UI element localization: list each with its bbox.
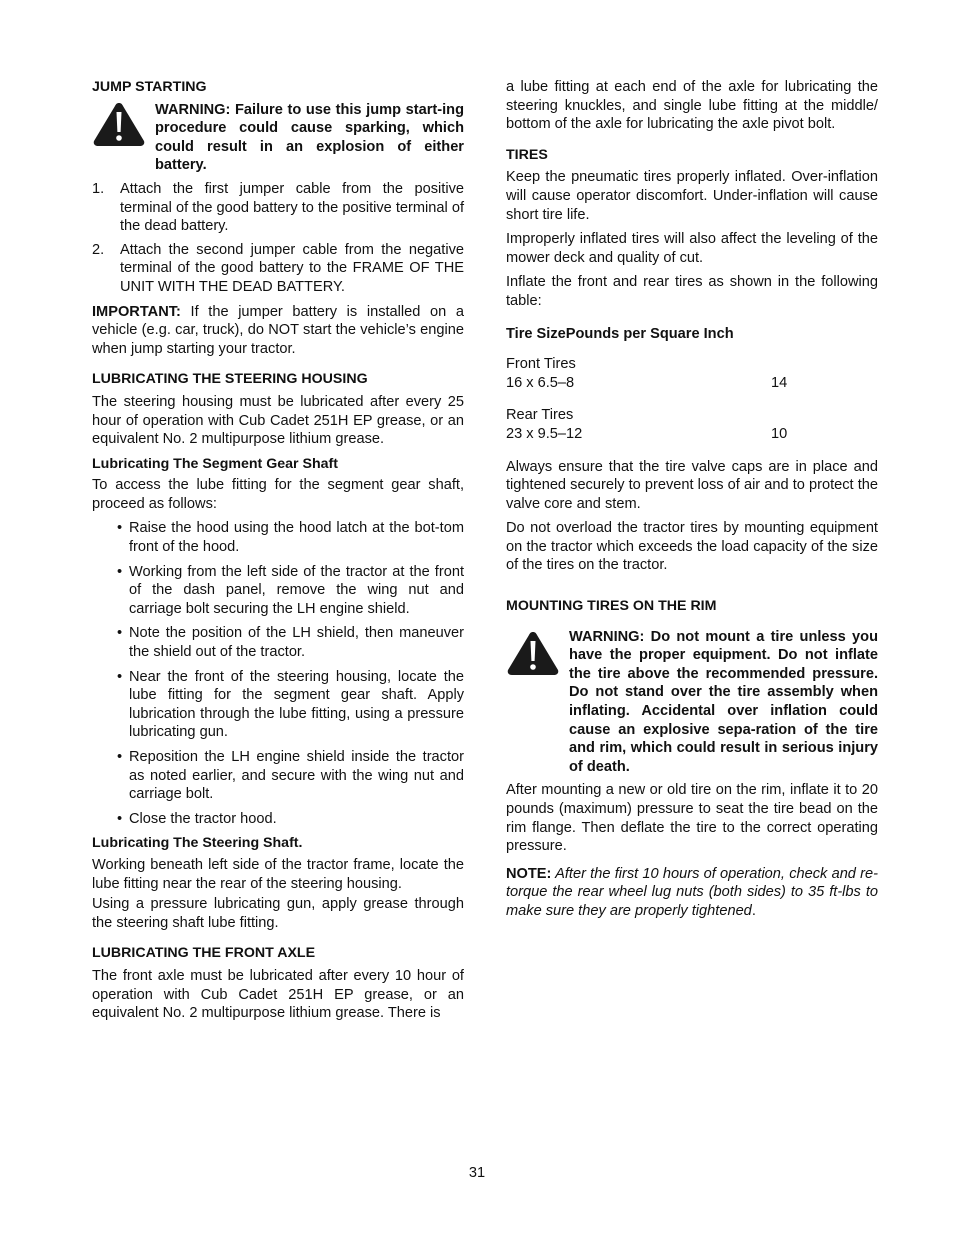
- front-axle-heading: LUBRICATING THE FRONT AXLE: [92, 945, 316, 962]
- bullet: •: [117, 668, 123, 685]
- tires-paragraph-2: Improperly inflated tires will also affect the leveling of the mower deck and quality of cut.: [506, 231, 878, 266]
- note-label: NOTE:: [506, 865, 552, 882]
- mounting-paragraph: After mounting a new or old tire on the rim, inflate it to 20 pounds (maximum) pressure to seat the tire bead on the rim flange. Then deflate the tire to the correct operating pressure.: [506, 782, 878, 855]
- note-paragraph: [506, 865, 878, 921]
- list-item: [92, 519, 464, 556]
- bullet: •: [117, 520, 123, 537]
- step-number: 2.: [92, 241, 105, 258]
- list-item: [92, 180, 464, 236]
- tire-size: 23 x 9.5–12: [506, 425, 583, 442]
- important-text: If the jumper battery is installed on a vehicle (e.g. car, truck), do NOT start the vehicle’s engine when jump starting your tractor.: [92, 303, 464, 357]
- jump-starting-heading: JUMP STARTING: [92, 79, 207, 95]
- list-item: [92, 668, 464, 742]
- segment-gear-heading: Lubricating The Segment Gear Shaft: [92, 455, 338, 472]
- bullet: •: [117, 563, 123, 580]
- list-item: [92, 563, 464, 619]
- jump-warning: [92, 101, 464, 175]
- step-text: Attach the second jumper cable from the negative terminal of the good battery to the FRAME OF THE UNIT WITH THE DEAD BATTERY.: [120, 241, 464, 295]
- segment-gear-steps: [92, 519, 464, 828]
- front-axle-text: The front axle must be lubricated after every 10 hour of operation with Cub Cadet 251H EP grease, or an equivalent No. 2 multipurpose lithium grease. There is: [92, 967, 464, 1022]
- tires-paragraph-3: Inflate the front and rear tires as shown in the following table:: [506, 274, 878, 309]
- bullet-text: Raise the hood using the hood latch at the bot-tom front of the hood.: [129, 520, 464, 556]
- bullet: •: [117, 625, 123, 642]
- bullet-text: Reposition the LH engine shield inside the tractor as noted earlier, and secure with the wing nut and carriage bolt.: [129, 749, 464, 803]
- bullet-text: Note the position of the LH shield, then maneuver the shield out of the tractor.: [129, 625, 464, 661]
- step-number: 1.: [92, 180, 105, 197]
- jump-steps: [92, 180, 464, 297]
- segment-gear-intro: To access the lube fitting for the segment gear shaft, proceed as follows:: [92, 477, 464, 512]
- mounting-tires-heading: MOUNTING TIRES ON THE RIM: [506, 598, 717, 615]
- tire-group-label: Front Tires: [506, 356, 576, 373]
- steering-housing-text: The steering housing must be lubricated after every 25 hour of operation with Cub Cadet 251H EP grease, or an equivalent No. 2 multipurpose lithium grease.: [92, 393, 464, 448]
- note-text: After the first 10 hours of operation, check and re-torque the rear wheel lug nuts (both sides) to 35 ft-lbs to make sure they are properly tightened: [506, 865, 878, 919]
- warning-triangle-icon: [92, 101, 146, 147]
- bullet-text: Working from the left side of the tractor at the front of the dash panel, remove the wing nut and carriage bolt securing the LH engine shield.: [129, 563, 464, 617]
- important-label: IMPORTANT:: [92, 303, 181, 320]
- page-number: 31: [468, 1165, 486, 1181]
- left-column: [92, 78, 464, 1029]
- note-end: .: [751, 902, 756, 919]
- list-item: [92, 748, 464, 804]
- important-paragraph: [92, 303, 464, 359]
- table-row: [506, 374, 878, 393]
- steering-shaft-text-1: Working beneath left side of the tractor frame, locate the lube fitting near the rear of the steering housing.: [92, 856, 464, 892]
- mounting-warning-text: WARNING: Do not mount a tire unless you have the proper equipment. Do not inflate the tire above the recommended pressure. Do not stand over the tire assembly when inflating. Accidental over inflation could cause an explosive sepa-ration of the tire and rim, which could result in serious injury of death.: [569, 628, 878, 775]
- bullet: •: [117, 810, 123, 827]
- bullet-text: Near the front of the steering housing, locate the lube fitting for the segment gear shaft. Apply lubrication through the lube fitting, using a pressure lubricating gun.: [129, 668, 464, 741]
- bullet-text: Close the tractor hood.: [129, 810, 277, 827]
- tire-psi: 10: [771, 425, 788, 442]
- steering-shaft-text-2: Using a pressure lubricating gun, apply grease through the steering shaft lube fitting.: [92, 896, 464, 931]
- tire-psi: 14: [771, 374, 788, 391]
- steering-housing-heading: LUBRICATING THE STEERING HOUSING: [92, 371, 368, 388]
- tires-paragraph-4: Always ensure that the tire valve caps are in place and tightened securely to prevent loss of air and to protect the valve core and stem.: [506, 458, 878, 512]
- tire-table-front: [506, 355, 878, 392]
- bullet: •: [117, 749, 123, 765]
- warning-triangle-icon: [506, 630, 560, 676]
- list-item: [92, 241, 464, 297]
- mounting-warning: [506, 628, 878, 777]
- tire-size: 16 x 6.5–8: [506, 374, 575, 391]
- steering-shaft-heading: Lubricating The Steering Shaft.: [92, 835, 303, 852]
- right-column: [506, 78, 878, 927]
- front-axle-continued: a lube fitting at each end of the axle for lubricating the steering knuckles, and single lube fitting at the middle/ bottom of the axle for lubricating the axle pivot bolt.: [506, 79, 878, 133]
- list-item: [92, 624, 464, 661]
- tires-paragraph-5: Do not overload the tractor tires by mounting equipment on the tractor which exceeds the load capacity of the size of the tires on the tractor.: [506, 520, 878, 574]
- tires-paragraph-1: Keep the pneumatic tires properly inflated. Over-inflation will cause operator discomfort. Under-inflation will cause short tire life.: [506, 169, 878, 223]
- table-row: [506, 425, 878, 444]
- jump-warning-text: WARNING: Failure to use this jump start-ing procedure could cause sparking, which could result in an explosion of either battery.: [155, 101, 464, 174]
- tires-heading: TIRES: [506, 146, 548, 163]
- tire-group-label: Rear Tires: [506, 407, 574, 424]
- step-text: Attach the first jumper cable from the positive terminal of the good battery to the positive terminal of the dead battery.: [120, 180, 464, 235]
- list-item: [92, 810, 464, 829]
- tire-table-header: Tire SizePounds per Square Inch: [506, 325, 734, 342]
- tire-table-rear: [506, 406, 878, 443]
